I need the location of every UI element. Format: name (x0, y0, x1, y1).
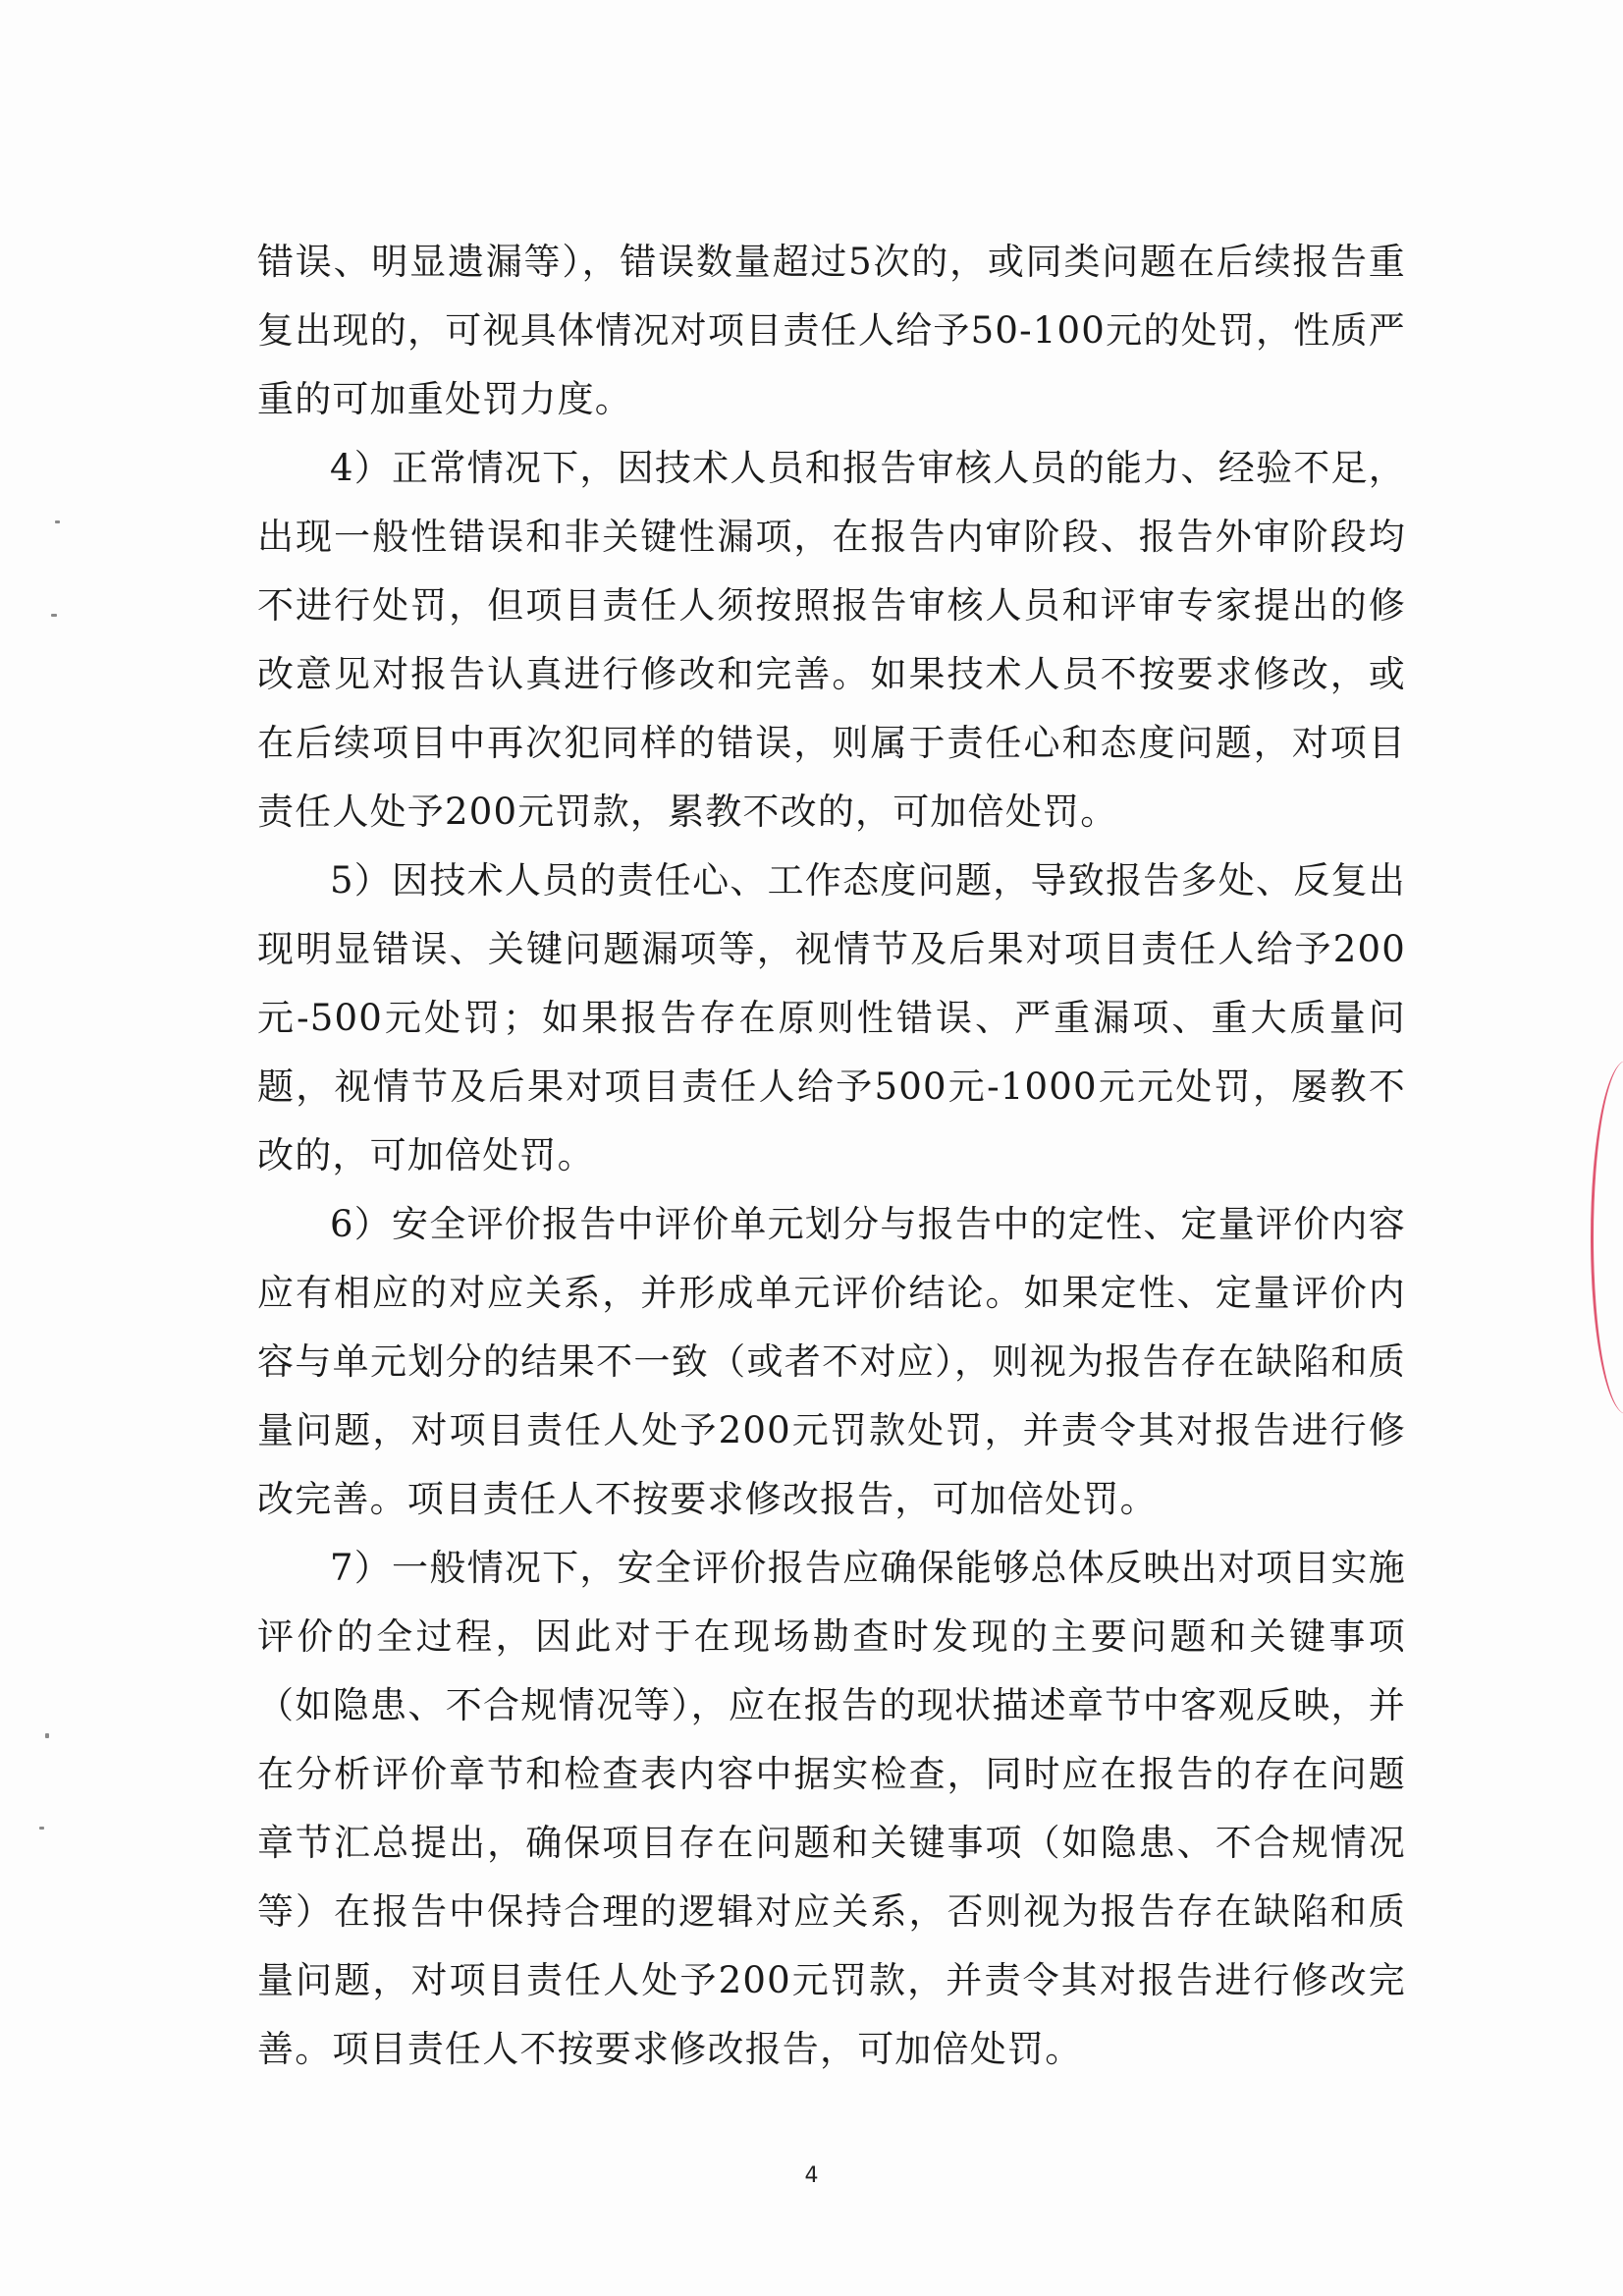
paragraph-item-4: 4）正常情况下，因技术人员和报告审核人员的能力、经验不足，出现一般性错误和非关键性漏项，在报告内审阶段、报告外审阶段均不进行处罚，但项目责任人须按照报告审核人员和评审专家提出的修改意见对报告认真进行修改和完善。如果技术人员不按要求修改，或在后续项目中再次犯同样的错误，则属于责任心和态度问题，对项目责任人处予200元罚款，累教不改的，可加倍处罚。 (257, 447, 1406, 833)
scan-speck (45, 1733, 49, 1738)
scan-speck (55, 520, 60, 523)
paragraph-continuation: 错误、明显遗漏等），错误数量超过5次的，或同类问题在后续报告重复出现的，可视具体情况对项目责任人给予50-100元的处罚，性质严重的可加重处罚力度。 (257, 241, 1406, 420)
scan-speck (51, 614, 57, 617)
paragraph-item-6: 6）安全评价报告中评价单元划分与报告中的定性、定量评价内容应有相应的对应关系，并形成单元评价结论。如果定性、定量评价内容与单元划分的结果不一致（或者不对应），则视为报告存在缺陷和质量问题，对项目责任人处予200元罚款处罚，并责令其对报告进行修改完善。项目责任人不按要求修改报告，可加倍处罚。 (257, 1203, 1406, 1520)
document-body (257, 228, 1406, 2084)
paragraph-item-5: 5）因技术人员的责任心、工作态度问题，导致报告多处、反复出现明显错误、关键问题漏项等，视情节及后果对项目责任人给予200元-500元处罚；如果报告存在原则性错误、严重漏项、重大质量问题，视情节及后果对项目责任人给予500元-1000元元处罚，屡教不改的，可加倍处罚。 (257, 859, 1406, 1176)
page-number: 4 (804, 2163, 819, 2188)
scan-speck (39, 1827, 44, 1830)
paragraph-item-7: 7）一般情况下，安全评价报告应确保能够总体反映出对项目实施评价的全过程，因此对于在现场勘查时发现的主要问题和关键事项（如隐患、不合规情况等），应在报告的现状描述章节中客观反映，并在分析评价章节和检查表内容中据实检查，同时应在报告的存在问题章节汇总提出，确保项目存在问题和关键事项（如隐患、不合规情况等）在报告中保持合理的逻辑对应关系，否则视为报告存在缺陷和质量问题，对项目责任人处予200元罚款，并责令其对报告进行修改完善。项目责任人不按要求修改报告，可加倍处罚。 (257, 1547, 1406, 2070)
seal-fragment (1591, 1061, 1623, 1414)
